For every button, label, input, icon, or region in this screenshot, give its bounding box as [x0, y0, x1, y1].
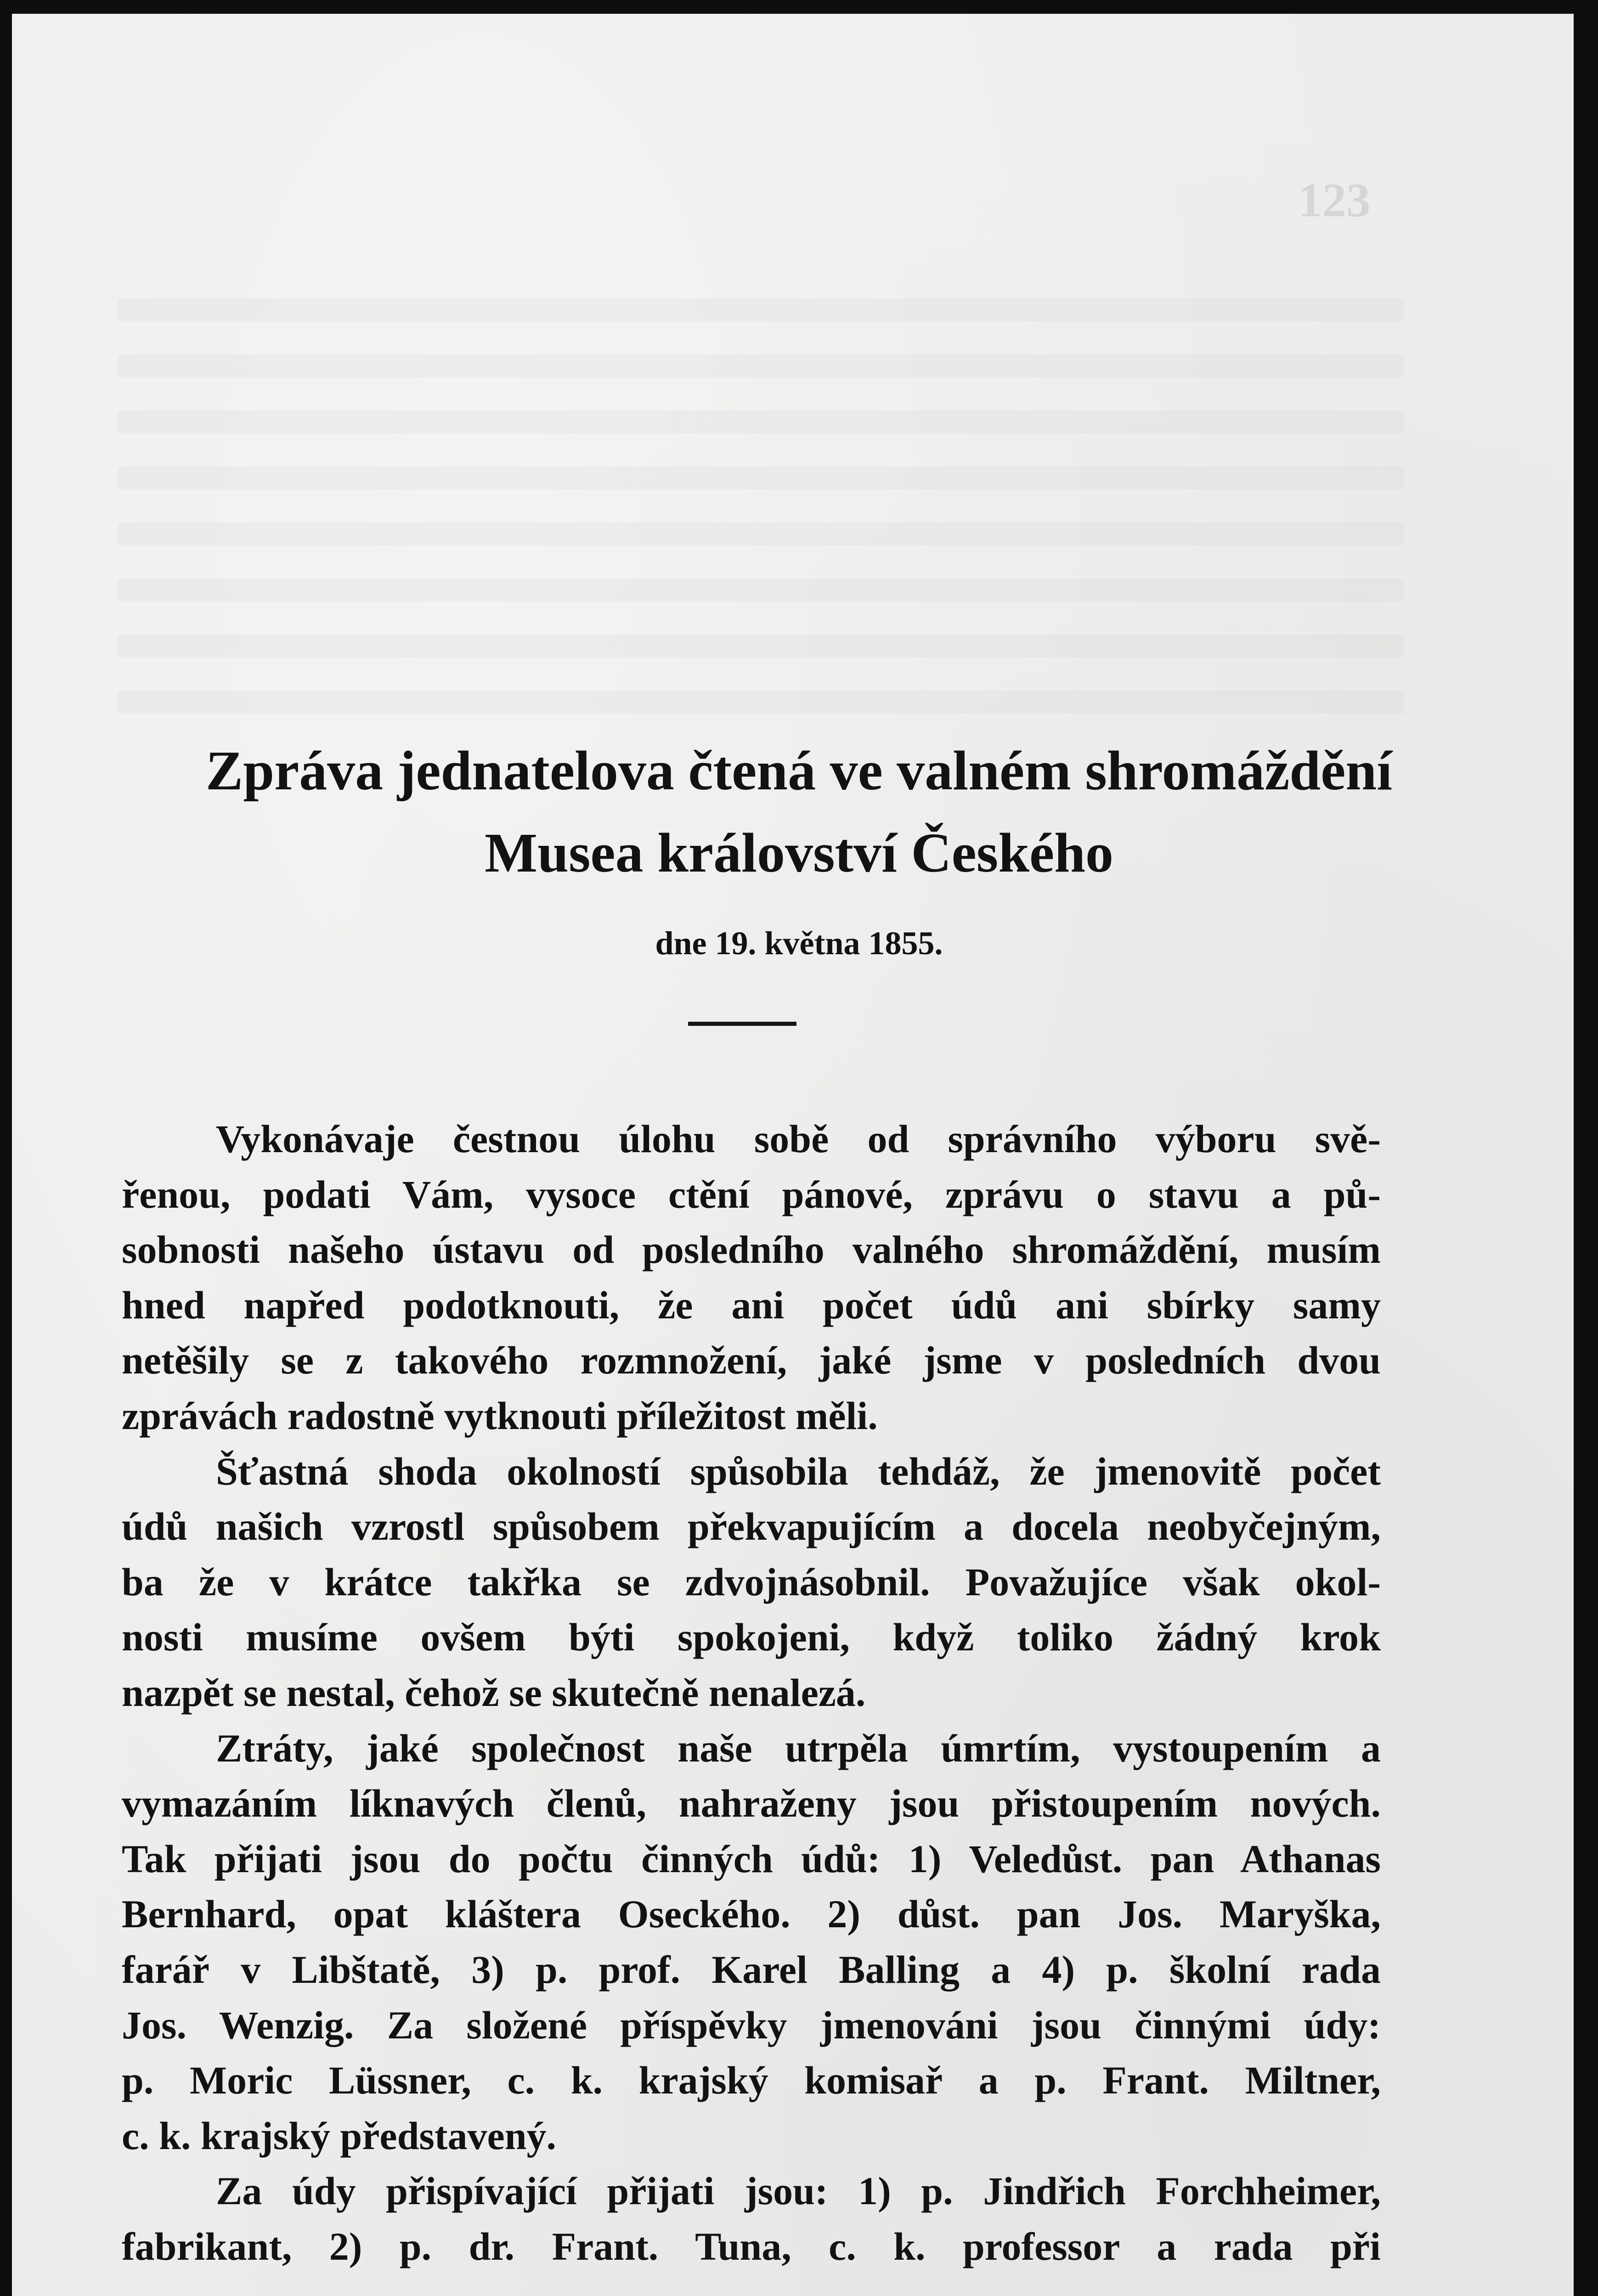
text-line: nazpět se nestal, čehož se skutečně nenalezá.	[122, 1671, 866, 1715]
text-line: vymazáním líknavých členů, nahraženy jsou přistoupením nových.	[122, 1781, 1381, 1825]
text-line: Jos. Wenzig. Za složené příspěvky jmenováni jsou činnými údy:	[122, 2003, 1381, 2047]
bleed-through-text	[118, 271, 1404, 730]
text-line: zprávách radostně vytknouti příležitost měli.	[122, 1394, 878, 1438]
text-line: řenou, podati Vám, vysoce ctění pánové, zprávu o stavu a pů-	[122, 1172, 1381, 1216]
text-line: ba že v krátce takřka se zdvojnásobnil. Považujíce však okol-	[122, 1560, 1381, 1604]
text-line: netěšily se z takového rozmnožení, jaké jsme v posledních dvou	[122, 1338, 1381, 1382]
text-line: hned napřed podotknouti, že ani počet údů ani sbírky samy	[122, 1283, 1381, 1327]
text-line: Bernhard, opat kláštera Oseckého. 2) důst. pan Jos. Maryška,	[122, 1892, 1381, 1936]
meeting-date: dne 19. května 1855.	[655, 925, 943, 962]
text-line: sobnosti našeho ústavu od posledního valného shromáždění, musím	[122, 1227, 1381, 1272]
text-line: farář v Libštatě, 3) p. prof. Karel Balling a 4) p. školní rada	[122, 1947, 1381, 1992]
text-line: Tak přijati jsou do počtu činných údů: 1) Veledůst. pan Athanas	[122, 1837, 1381, 1881]
text-line: údů našich vzrostl spůsobem překvapujícím a docela neobyčejným,	[122, 1504, 1381, 1548]
text-line: Za údy přispívající přijati jsou: 1) p. Jindřich Forchheimer,	[216, 2169, 1381, 2213]
text-line: Šťastná shoda okolností spůsobila tehdáž, že jmenovitě počet	[216, 1449, 1381, 1493]
article-title-line-2: Musea království Českého	[484, 822, 1114, 884]
text-line: nosti musíme ovšem býti spokojeni, když toliko žádný krok	[122, 1615, 1381, 1659]
text-line: c. k. krajský představený.	[122, 2114, 557, 2158]
text-line: p. Moric Lüssner, c. k. krajský komisař a p. Frant. Miltner,	[122, 2058, 1381, 2102]
article-title-line-1: Zpráva jednatelova čtená ve valném shromáždění	[205, 740, 1393, 802]
bleed-through-page-number: 123	[1298, 173, 1371, 227]
text-line: Vykonávaje čestnou úlohu sobě od správního výboru svě-	[216, 1117, 1381, 1161]
title-divider-rule	[688, 1022, 796, 1026]
text-line: Ztráty, jaké společnost naše utrpěla úmrtím, vystoupením a	[216, 1726, 1381, 1770]
text-line: fabrikant, 2) p. dr. Frant. Tuna, c. k. professor a rada při	[122, 2224, 1381, 2268]
